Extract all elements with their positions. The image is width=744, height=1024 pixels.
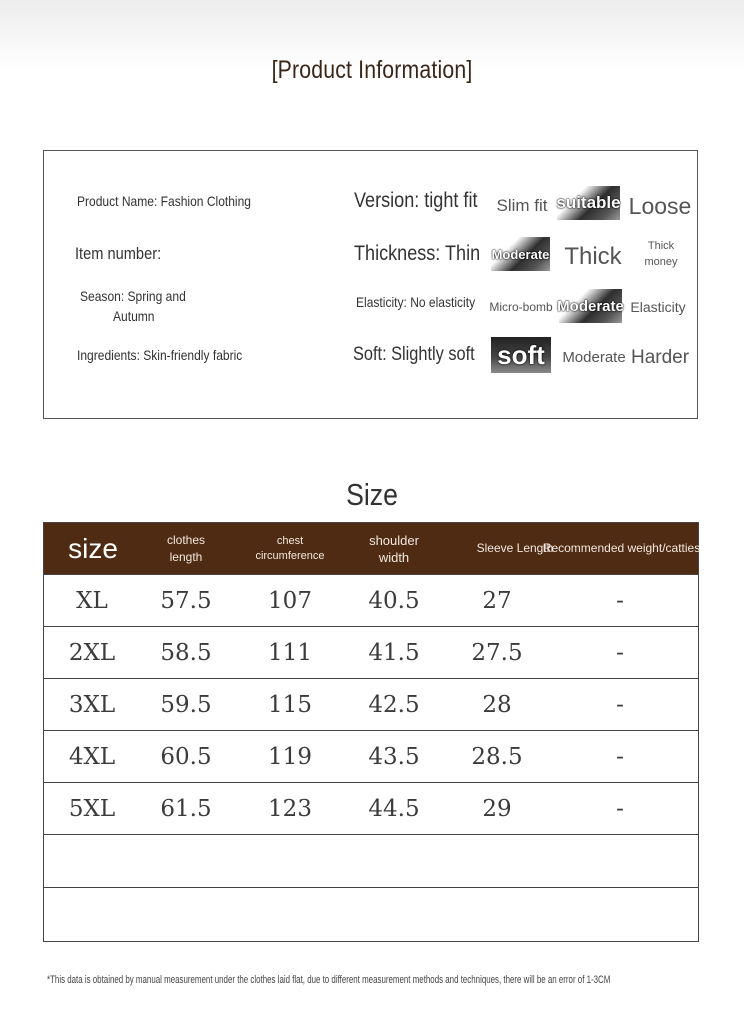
- table-row: [44, 678, 698, 730]
- table-row: [44, 574, 698, 626]
- cell-chest: 107: [268, 588, 312, 614]
- cell-chest: 123: [268, 796, 312, 822]
- thickness-label: Thickness: Thin: [354, 242, 481, 265]
- header-chest-circumference: [230, 523, 350, 574]
- cell-weight: -: [616, 588, 624, 614]
- cell-size: 3XL: [68, 692, 116, 718]
- table-row: [44, 782, 698, 834]
- cell-chest: 119: [268, 744, 312, 770]
- elasticity-label: Elasticity: No elasticity: [356, 294, 476, 310]
- soft-option-soft-selected: soft: [491, 337, 551, 373]
- table-header: [44, 523, 701, 574]
- header-size: size: [68, 533, 118, 564]
- cell-sleeve: 28: [482, 692, 512, 718]
- thickness-option-thick-money-line2: money: [644, 256, 678, 268]
- soft-option-harder: Harder: [630, 347, 690, 368]
- header-clothes-length-line1: clothes: [166, 532, 206, 547]
- table-row-empty: [44, 887, 698, 942]
- thickness-option-thick-money-line1: Thick: [647, 240, 675, 252]
- season-line1: Season: Spring and: [80, 288, 186, 304]
- header-chest-line2: circumference: [255, 549, 325, 562]
- cell-clothes-length: 59.5: [160, 692, 212, 718]
- header-shoulder-line2: width: [378, 549, 410, 565]
- cell-sleeve: 29: [482, 796, 512, 822]
- measurement-footnote: *This data is obtained by manual measurement under the clothes laid flat, due to different measurement methods and techniques, there will be an error of 1-3CM: [47, 974, 611, 986]
- cell-sleeve: 27: [482, 588, 512, 614]
- cell-clothes-length: 61.5: [160, 796, 212, 822]
- elasticity-option-micro-bomb: Micro-bomb: [489, 300, 553, 314]
- elasticity-option-elasticity: Elasticity: [630, 299, 686, 315]
- cell-shoulder: 40.5: [368, 588, 420, 614]
- version-option-suitable-selected: suitable: [557, 186, 620, 220]
- cell-chest: 111: [268, 640, 312, 666]
- cell-size: 2XL: [68, 640, 116, 666]
- size-table: [43, 522, 699, 942]
- header-clothes-length: [142, 523, 230, 574]
- cell-chest: 115: [268, 692, 312, 718]
- header-shoulder-width: [350, 523, 438, 574]
- cell-clothes-length: 58.5: [160, 640, 212, 666]
- cell-weight: -: [616, 692, 624, 718]
- header-shoulder-line1: shoulder: [369, 532, 419, 548]
- version-option-loose: Loose: [628, 192, 692, 219]
- product-info-box: [43, 150, 698, 419]
- soft-label: Soft: Slightly soft: [353, 344, 475, 365]
- cell-size: 4XL: [68, 744, 116, 770]
- cell-sleeve: 28.5: [471, 744, 523, 770]
- cell-clothes-length: 60.5: [160, 744, 212, 770]
- cell-shoulder: 41.5: [368, 640, 420, 666]
- elasticity-option-moderate-selected: Moderate: [559, 289, 622, 323]
- table-row: [44, 626, 698, 678]
- cell-size: XL: [76, 588, 108, 614]
- cell-weight: -: [616, 640, 624, 666]
- version-label: Version: tight fit: [354, 189, 478, 212]
- ingredients: Ingredients: Skin-friendly fabric: [77, 347, 243, 363]
- cell-shoulder: 43.5: [368, 744, 420, 770]
- header-sleeve-length: Sleeve Length: [476, 541, 554, 555]
- table-row: [44, 730, 698, 782]
- item-number: Item number:: [75, 244, 162, 263]
- version-option-slim-fit: Slim fit: [496, 196, 548, 215]
- cell-shoulder: 42.5: [368, 692, 420, 718]
- soft-option-moderate: Moderate: [562, 348, 626, 366]
- cell-clothes-length: 57.5: [160, 588, 212, 614]
- size-section-title: Size: [346, 477, 398, 512]
- thickness-option-thick: Thick: [564, 243, 622, 270]
- header-chest-line1: chest: [276, 534, 304, 547]
- page-title: [Product Information]: [271, 56, 473, 84]
- table-row-empty: [44, 834, 698, 886]
- season-line2: Autumn: [113, 308, 155, 324]
- cell-shoulder: 44.5: [368, 796, 420, 822]
- cell-size: 5XL: [68, 796, 116, 822]
- header-clothes-length-line2: length: [169, 549, 203, 564]
- cell-sleeve: 27.5: [471, 640, 523, 666]
- cell-weight: -: [616, 796, 624, 822]
- product-name: Product Name: Fashion Clothing: [77, 193, 252, 209]
- header-recommended-weight: Recommended weight/catties: [542, 541, 701, 555]
- cell-weight: -: [616, 744, 624, 770]
- thickness-option-moderate-selected: Moderate: [491, 237, 550, 271]
